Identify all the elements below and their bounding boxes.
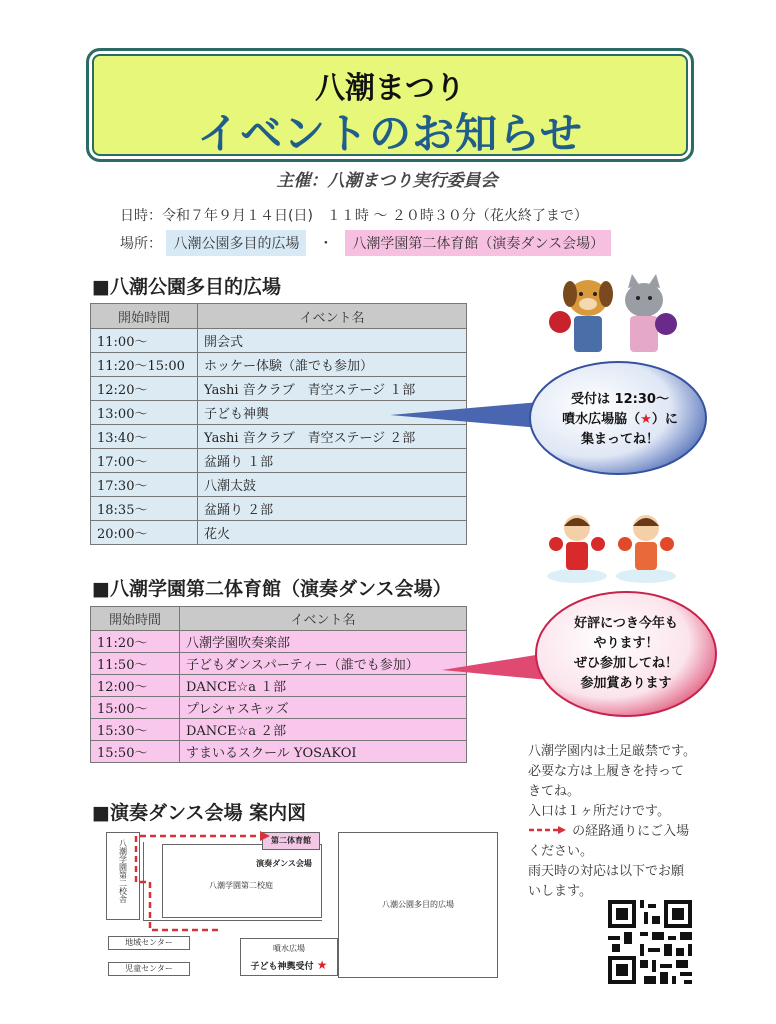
table-row [91,719,467,741]
row-time: 12:00～ [91,675,180,697]
section-gym-heading: ■八潮学園第二体育館（演奏ダンス会場） [92,578,452,600]
row-event: 開会式 [198,329,467,353]
star-icon: ★ [316,958,328,972]
row-time: 15:30～ [91,719,180,741]
mikoshi-reception [241,958,337,972]
bubble-2-line-2: やります！ [593,636,659,651]
bubble-1-line-1: 受付は 12:30～ [571,392,669,407]
row-event: ホッケー体験（誰でも参加） [198,353,467,377]
bubble-1-line-2 [540,410,700,430]
dog-cat-yukata-illustration [540,272,680,358]
table-header-row [91,607,467,631]
table-row [91,697,467,719]
table-row [91,653,467,675]
fountain-plaza-box [240,938,338,976]
row-time: 18:35～ [91,497,198,521]
header-event-name: イベント名 [198,304,467,329]
row-event: 八潮学園吹奏楽部 [180,631,467,653]
venue-label: 場所： [120,236,162,252]
row-time: 11:20～15:00 [91,353,198,377]
bubble-1-line-2-post: ）に [651,412,678,427]
venue-gym-tag: 八潮学園第二体育館（演奏ダンス会場） [345,230,611,256]
table-row [91,329,467,353]
dance-venue-label: 演奏ダンス会場 [256,859,312,868]
note-route-line [528,822,728,842]
row-time: 11:20～ [91,631,180,653]
notes-block [528,742,728,902]
star-icon: ★ [640,412,652,427]
table-row [91,497,467,521]
gym-box: 第二体育館 [262,832,320,850]
row-event: DANCE☆a ２部 [180,719,467,741]
map-heading: ■演奏ダンス会場 案内図 [92,802,307,824]
venue-park-tag: 八潮公園多目的広場 [166,230,306,256]
row-time: 15:00～ [91,697,180,719]
table-row [91,631,467,653]
bubble-2-line-4: 参加賞あります [580,676,672,691]
organizer: 主催：八潮まつり実行委員会 [276,171,498,191]
row-event: 八潮太鼓 [198,473,467,497]
note-line: 雨天時の対応は以下でお願 [528,864,685,879]
mikoshi-reception-label: 子ども神輿受付 [250,962,314,972]
note-line: いします。 [528,884,592,899]
row-time: 12:20～ [91,377,198,401]
row-time: 13:40～ [91,425,198,449]
note-line: 八潮学園内は土足厳禁です。 [528,744,696,759]
row-event: Yashi 音クラブ 青空ステージ ２部 [198,425,467,449]
header-start-time: 開始時間 [91,304,198,329]
bubble-2-line-3: ぜひ参加してね！ [573,656,678,671]
note-line: 入口は１ヶ所だけです。 [528,804,670,819]
dashed-arrow-icon [528,825,568,835]
row-time: 20:00～ [91,521,198,545]
row-event: すまいるスクール YOSAKOI [180,741,467,763]
row-time: 17:30～ [91,473,198,497]
row-time: 11:50～ [91,653,180,675]
table-header-row [91,304,467,329]
community-center-box: 地域センター [108,936,190,950]
row-time: 17:00～ [91,449,198,473]
header-start-time: 開始時間 [91,607,180,631]
bubble-2-text [546,614,706,694]
bubble-1-text [540,390,700,450]
title-banner [86,48,694,162]
children-dancing-illustration [542,510,682,584]
school-building-label: 八潮学園第二校舎 [118,839,128,903]
table-row [91,521,467,545]
row-event: 盆踊り １部 [198,449,467,473]
venue-separator: ・ [318,236,333,252]
note-line: ください。 [528,844,594,859]
row-time: 15:50～ [91,741,180,763]
note-route-text: の経路通りにご入場 [572,824,690,839]
section-park-heading: ■八潮公園多目的広場 [92,276,281,298]
event-datetime: 日時：令和７年９月１４日(日) １１時 ～ ２０時３０分（花火終了まで） [120,208,588,224]
bubble-1-line-2-pre: 噴水広場脇（ [562,412,641,427]
bubble-2-line-1: 好評につき今年も [574,616,678,631]
row-event: 子ども神輿 [198,401,467,425]
bubble-1-line-3: 集まってね！ [580,432,659,447]
venue-row [120,230,611,256]
table-row [91,675,467,697]
note-line: 必要な方は上履きを持って [528,764,685,779]
row-event: Yashi 音クラブ 青空ステージ １部 [198,377,467,401]
children-center-box: 児童センター [108,962,190,976]
fountain-label: 噴水広場 [273,944,305,953]
row-time: 13:00～ [91,401,198,425]
gym-schedule-table [90,606,467,763]
schoolyard-label: 八潮学園第二校庭 [209,881,273,890]
park-field-label: 八潮公園多目的広場 [382,900,454,909]
note-line: きてね。 [528,784,581,799]
table-row [91,741,467,763]
row-event: DANCE☆a １部 [180,675,467,697]
row-event: プレシャスキッズ [180,697,467,719]
entry-route-line [100,826,330,936]
qr-code-icon[interactable] [604,896,696,988]
row-event: 盆踊り ２部 [198,497,467,521]
park-field-box [338,832,498,978]
header-event-name: イベント名 [180,607,467,631]
title-line-2: イベントのお知らせ [197,109,583,158]
title-line-1: 八潮まつり [315,71,465,106]
row-event: 子どもダンスパーティー（誰でも参加） [180,653,467,675]
row-event: 花火 [198,521,467,545]
row-time: 11:00～ [91,329,198,353]
